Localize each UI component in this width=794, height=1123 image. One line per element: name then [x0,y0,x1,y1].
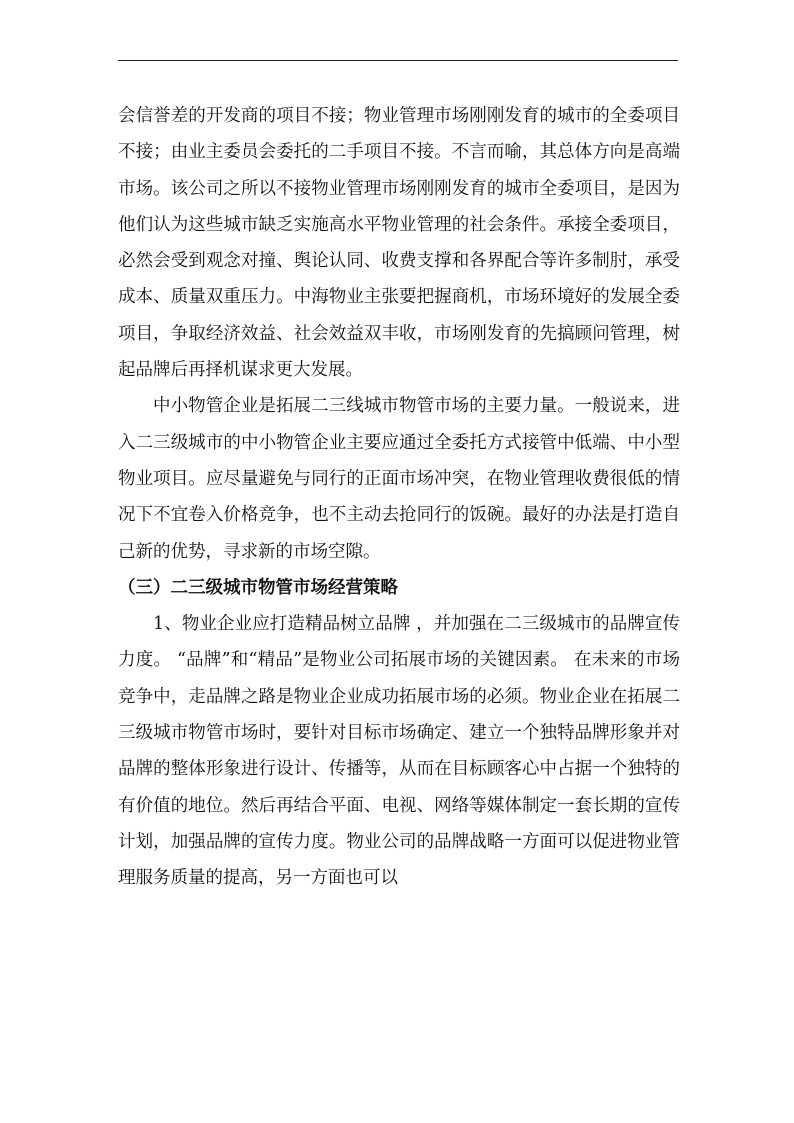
paragraph-1: 会信誉差的开发商的项目不接；物业管理市场刚刚发育的城市的全委项目不接；由业主委员会委托的二手项目不接。不言而喻，其总体方向是高端市场。该公司之所以不接物业管理市场刚刚发育的城市全委项目，是因为他们认为这些城市缺乏实施高水平物业管理的社会条件。承接全委项目，必然会受到观念对撞、舆论认同、收费支撑和各界配合等许多制肘，承受成本、质量双重压力。中海物业主张要把握商机，市场环境好的发展全委项目，争取经济效益、社会效益双丰收，市场刚发育的先搞顾问管理，树起品牌后再择机谋求更大发展。 [118,106,680,381]
header-rule [118,60,678,61]
paragraph-3: 1、物业企业应打造精品树立品牌 ，并加强在二三级城市的品牌宣传力度。 “品牌”和“精品”是物业公司拓展市场的关键因素。 在未来的市场竞争中，走品牌之路是物业企业成功拓展市场的必须。物业企业在拓展二三级城市物管市场时，要针对目标市场确定、建立一个独特品牌形象并对品牌的整体形象进行设计、传播等，从而在目标顾客心中占据一个独特的有价值的地位。然后再结合平面、电视、网络等媒体制定一套长期的宣传计划，加强品牌的宣传力度。物业公司的品牌战略一方面可以促进物业管理服务质量的提高，另一方面也可以 [118,614,680,889]
document-body [118,98,680,897]
section-heading: （三）二三级城市物管市场经营策略 [118,577,398,598]
paragraph-2: 中小物管企业是拓展二三线城市物管市场的主要力量。一般说来，进入二三级城市的中小物管企业主要应通过全委托方式接管中低端、中小型物业项目。应尽量避免与同行的正面市场冲突，在物业管理收费很低的情况下不宜卷入价格竞争，也不主动去抢同行的饭碗。最好的办法是打造自己新的优势，寻求新的市场空隙。 [118,396,680,562]
